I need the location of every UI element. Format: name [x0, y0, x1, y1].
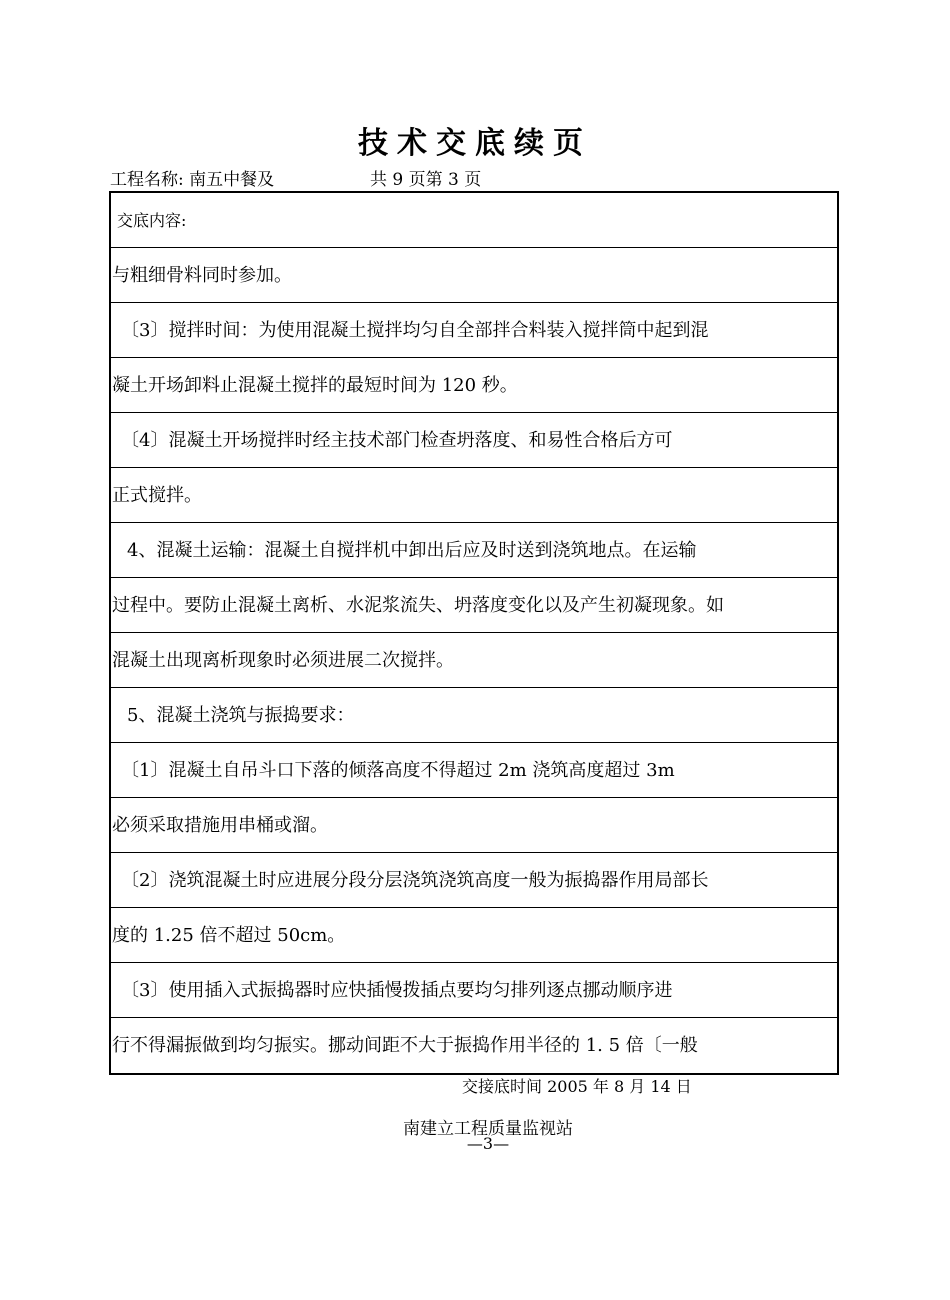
content-line: 〔3〕搅拌时间：为使用混凝土搅拌均匀自全部拌合料装入搅拌筒中起到混: [111, 303, 837, 358]
content-line: 正式搅拌。: [111, 468, 837, 523]
project-name: 工程名称: 南五中餐及: [110, 170, 275, 190]
content-header: 交底内容:: [111, 193, 837, 248]
content-line: 过程中。要防止混凝土离析、水泥浆流失、坍落度变化以及产生初凝现象。如: [111, 578, 837, 633]
footer-page-number: —3—: [466, 1134, 510, 1153]
content-line: 4、混凝土运输：混凝土自搅拌机中卸出后应及时送到浇筑地点。在运输: [111, 523, 837, 578]
content-line: 行不得漏振做到均匀振实。挪动间距不大于振捣作用半径的 1. 5 倍〔一般: [112, 1035, 698, 1056]
page-count: 共 9 页第 3 页: [370, 170, 482, 190]
content-line: 混凝土出现离析现象时必须进展二次搅拌。: [111, 633, 837, 688]
content-line: 凝土开场卸料止混凝土搅拌的最短时间为 120 秒。: [111, 358, 837, 413]
content-line: 〔2〕浇筑混凝土时应进展分段分层浇筑浇筑高度一般为振捣器作用局部长: [111, 853, 837, 908]
handover-time: 交接底时间 2005 年 8 月 14 日: [462, 1077, 692, 1096]
content-line: 5、混凝土浇筑与振捣要求：: [111, 688, 837, 743]
content-line: 〔1〕混凝土自吊斗口下落的倾落高度不得超过 2m 浇筑高度超过 3m: [111, 743, 837, 798]
content-line: 必须采取措施用串桶或溜。: [111, 798, 837, 853]
content-line: 与粗细骨料同时参加。: [111, 248, 837, 303]
document-title: 技术交底续页: [358, 126, 592, 161]
footer-organization: 南建立工程质量监视站: [403, 1119, 573, 1139]
content-table: [109, 191, 839, 1075]
content-line: 〔3〕使用插入式振捣器时应快插慢拨插点要均匀排列逐点挪动顺序进: [111, 963, 837, 1018]
content-line: 度的 1.25 倍不超过 50cm。: [111, 908, 837, 963]
content-line: 〔4〕混凝土开场搅拌时经主技术部门检查坍落度、和易性合格后方可: [111, 413, 837, 468]
